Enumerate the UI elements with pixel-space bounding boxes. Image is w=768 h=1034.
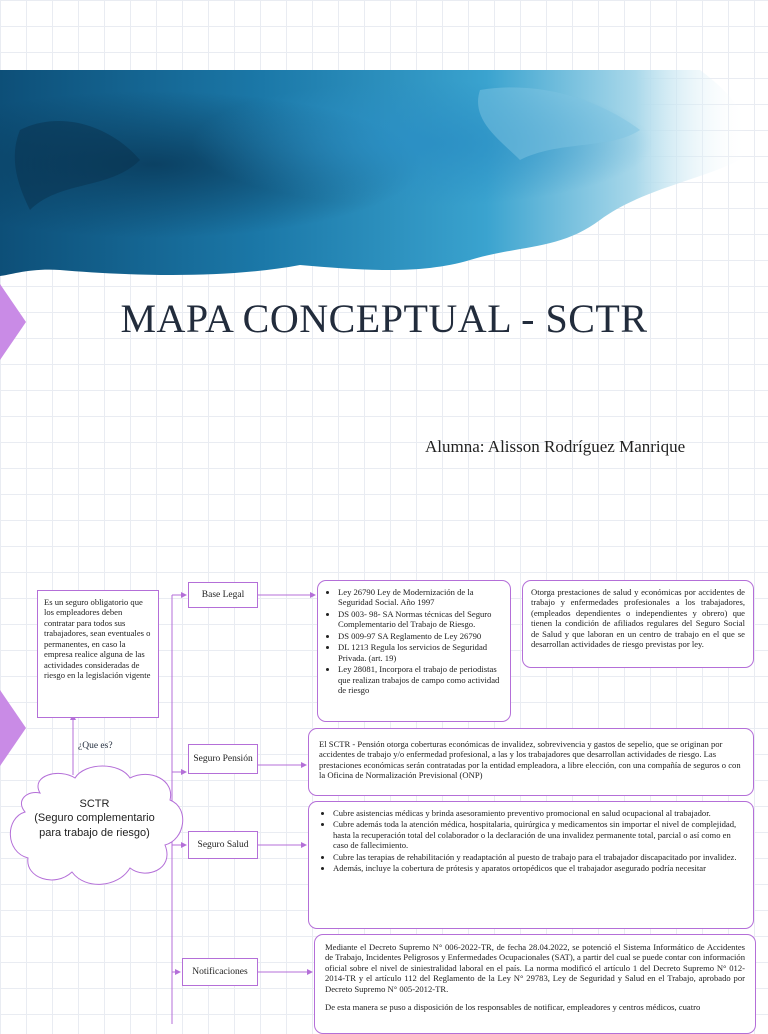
cloud-title: SCTR [79,798,110,810]
student-name: Alumna: Alisson Rodríguez Manrique [425,437,686,456]
sctr-cloud [22,797,167,840]
salud-item: • Cubre asistencias médicas y brinda asesoramiento preventivo promocional en salud ocupacional al trabajador. [333,808,743,818]
base-legal-item: • DL 1213 Regula los servicios de Seguridad Privada. (art. 19) [338,642,504,663]
base-legal-item: • Ley 28081, Incorpora el trabajo de periodistas que realizan trabajos de campo como actividad de riesgo [338,664,504,695]
node-base-legal: Base Legal [188,582,258,608]
base-legal-list [324,587,504,696]
salud-item: • Cubre las terapias de rehabilitación y readaptación al puesto de trabajo para el trabajador discapacitado por invalidez. [333,852,743,862]
base-legal-item: • Ley 26790 Ley de Modernización de la Seguridad Social. Año 1997 [338,587,504,608]
salud-list [319,808,743,874]
node-notificaciones: Notificaciones [182,958,258,986]
base-legal-note: Otorga prestaciones de salud y económicas por accidentes de trabajo y enfermedades profesionales a los trabajadores, (empleados dependientes o independientes y obrero) que tienen la condición de afiliados regulares del Seguro Social de Salud y que laboran en un centro de trabajo en el que se desarrollan actividades de riesgo previstas por ley. [531,587,745,650]
notificaciones-paragraph-1: Mediante el Decreto Supremo N° 006-2022-TR, de fecha 28.04.2022, se potenció el Sistema Informático de Accidentes de Trabajo, Incidentes Peligrosos y Enfermedades Ocupacionales (SAT), a partir del cual se puede contar con información oficial sobre el nivel de siniestralidad laboral en el país. La norma modificó el artículo 1 del Decreto Supremo N° 012-2014-TR y el artículo 112 del Reglamento de la Ley N° 29783, Ley de Seguridad y Salud en el Trabajo, aprobado por Decreto Supremo N° 005-2012-TR. [325,942,746,994]
node-seguro-salud: Seguro Salud [188,831,258,859]
definition-box [37,590,159,718]
salud-box [308,801,754,929]
node-seguro-pension: Seguro Pensión [188,744,258,774]
base-legal-note-box [522,580,754,668]
cloud-subtitle: (Seguro complementario para trabajo de riesgo) [34,812,155,839]
pension-box [308,728,754,796]
notificaciones-paragraph-2: De esta manera se puso a disposición de los responsables de notificar, empleadores y centros médicos, cuatro [325,1002,701,1013]
pension-text: El SCTR - Pensión otorga coberturas económicas de invalidez, sobrevivencia y gastos de sepelio, que se originan por accidentes de trabajo y/o enfermedad profesional, a las y los trabajadores que desarrollan actividades de riesgo. Las prestaciones económicas serán contratadas por la entidad empleadora, a libre elección, con una compañía de seguros o con la Oficina de Normalización Previsional (ONP) [319,739,741,781]
base-legal-item: • DS 003- 98- SA Normas técnicas del Seguro Complementario del Trabajo de Riesgo. [338,609,504,630]
question-label: ¿Que es? [78,741,113,751]
salud-item: • Además, incluye la cobertura de prótesis y aparatos ortopédicos que el trabajador asegurado podría necesitar [333,863,743,873]
page-title: MAPA CONCEPTUAL - SCTR [120,296,648,341]
definition-text: Es un seguro obligatorio que los empleadores deben contratar para todos sus trabajadores, sean eventuales o permanentes, en caso la empresa realice alguna de las actividades consideradas de riesgo en la legislación vigente [44,597,151,681]
salud-item: • Cubre además toda la atención médica, hospitalaria, quirúrgica y medicamentos sin importar el nivel de complejidad, hasta la recuperación total del colaborador o la declaración de una invalidez permanente total, parcial o así como en caso de fallecimiento. [333,819,743,850]
base-legal-item: • DS 009-97 SA Reglamento de Ley 26790 [338,631,504,641]
notificaciones-box [314,934,756,1034]
base-legal-box [317,580,511,722]
